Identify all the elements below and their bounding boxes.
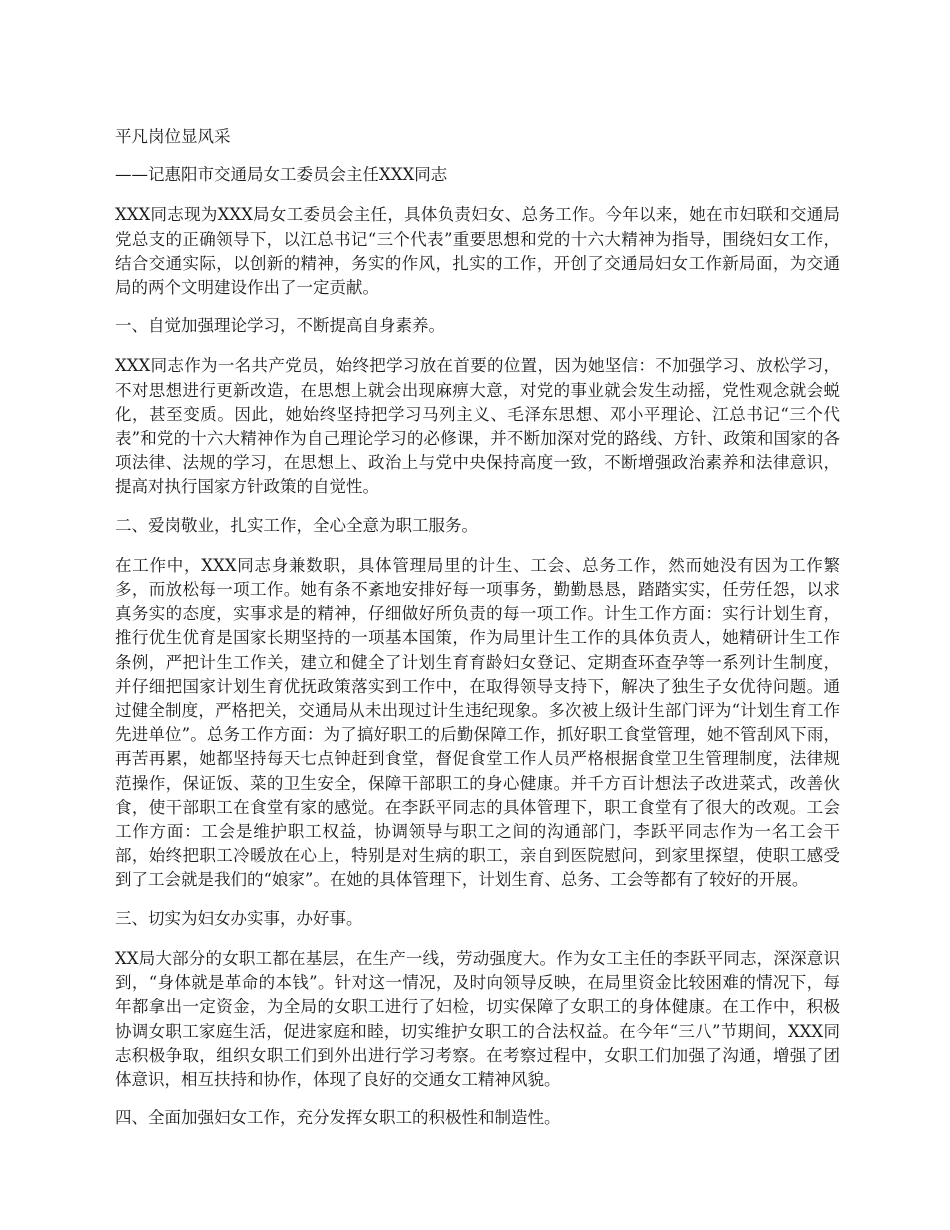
section-3-heading: 三、切实为妇女办实事，办好事。 (115, 908, 363, 928)
intro-paragraph: XXX同志现为XXX局女工委员会主任，具体负责妇女、总务工作。今年以来，她在市妇联和交通局党总支的正确领导下，以江总书记“三个代表”重要思想和党的十六大精神为指导，围绕妇女工作，结合交通实际，以创新的精神，务实的作风，扎实的工作，开创了交通局妇女工作新局面，为交通局的两个文明建设作出了一定贡献。 (115, 205, 840, 298)
section-2-body: 在工作中，XXX同志身兼数职，具体管理局里的计生、工会、总务工作，然而她没有因为工作繁多，而放松每一项工作。她有条不紊地安排好每一项事务，勤勤恳恳，踏踏实实，任劳任怨，以求真务实的态度，实事求是的精神，仔细做好所负责的每一项工作。计生工作方面：实行计划生育，推行优生优育是国家长期坚持的一项基本国策，作为局里计生工作的具体负责人，她精研计生工作条例，严把计生工作关，建立和健全了计划生育育龄妇女登记、定期查环查孕等一系列计生制度，并仔细把国家计划生育优抚政策落实到工作中，在取得领导支持下，解决了独生子女优待问题。通过健全制度，严格把关，交通局从未出现过计生违纪现象。多次被上级计生部门评为“计划生育工作先进单位”。总务工作方面：为了搞好职工的后勤保障工作，抓好职工食堂管理，她不管刮风下雨，再苦再累，她都坚持每天七点钟赶到食堂，督促食堂工作人员严格根据食堂卫生管理制度，法律规范操作，保证饭、菜的卫生安全，保障干部职工的身心健康。并千方百计想法子改进菜式，改善伙食，使干部职工在食堂有家的感觉。在李跃平同志的具体管理下，职工食堂有了很大的改观。工会工作方面：工会是维护职工权益，协调领导与职工之间的沟通部门，李跃平同志作为一名工会干部，始终把职工冷暖放在心上，特别是对生病的职工，亲自到医院慰问，到家里探望，使职工感受到了工会就是我们的“娘家”。在她的具体管理下，计划生育、总务、工会等都有了较好的开展。 (115, 555, 840, 890)
document-title: 平凡岗位显风采 (115, 127, 231, 146)
section-2-heading: 二、爱岗敬业，扎实工作，全心全意为职工服务。 (115, 515, 478, 535)
section-1-body: XXX同志作为一名共产党员，始终把学习放在首要的位置，因为她坚信：不加强学习、放松学习，不对思想进行更新改造，在思想上就会出现麻痹大意，对党的事业就会发生动摇，党性观念就会蜕化，甚至变质。因此，她始终坚持把学习马列主义、毛泽东思想、邓小平理论、江总书记“三个代表”和党的十六大精神作为自己理论学习的必修课，并不断加深对党的路线、方针、政策和国家的各项法律、法规的学习，在思想上、政治上与党中央保持高度一致，不断增强政治素养和法律意识，提高对执行国家方针政策的自觉性。 (115, 356, 840, 497)
document-subtitle: ——记惠阳市交通局女工委员会主任XXX同志 (115, 165, 448, 185)
document-page (115, 125, 840, 1146)
section-3-body: XX局大部分的女职工都在基层，在生产一线，劳动强度大。作为女工主任的李跃平同志，深深意识到，“身体就是革命的本钱”。针对这一情况，及时向领导反映，在局里资金比较困难的情况下，每年都拿出一定资金，为全局的女职工进行了妇检，切实保障了女职工的身体健康。在工作中，积极协调女职工家庭生活，促进家庭和睦，切实维护女职工的合法权益。在今年“三八”节期间，XXX同志积极争取，组织女职工们到外出进行学习考察。在考察过程中，女职工们加强了沟通，增强了团体意识，相互扶持和协作，体现了良好的交通女工精神风貌。 (115, 948, 840, 1089)
section-1-heading: 一、自觉加强理论学习，不断提高自身素养。 (115, 316, 445, 336)
section-4-heading: 四、全面加强妇女工作，充分发挥女职工的积极性和制造性。 (115, 1108, 561, 1128)
